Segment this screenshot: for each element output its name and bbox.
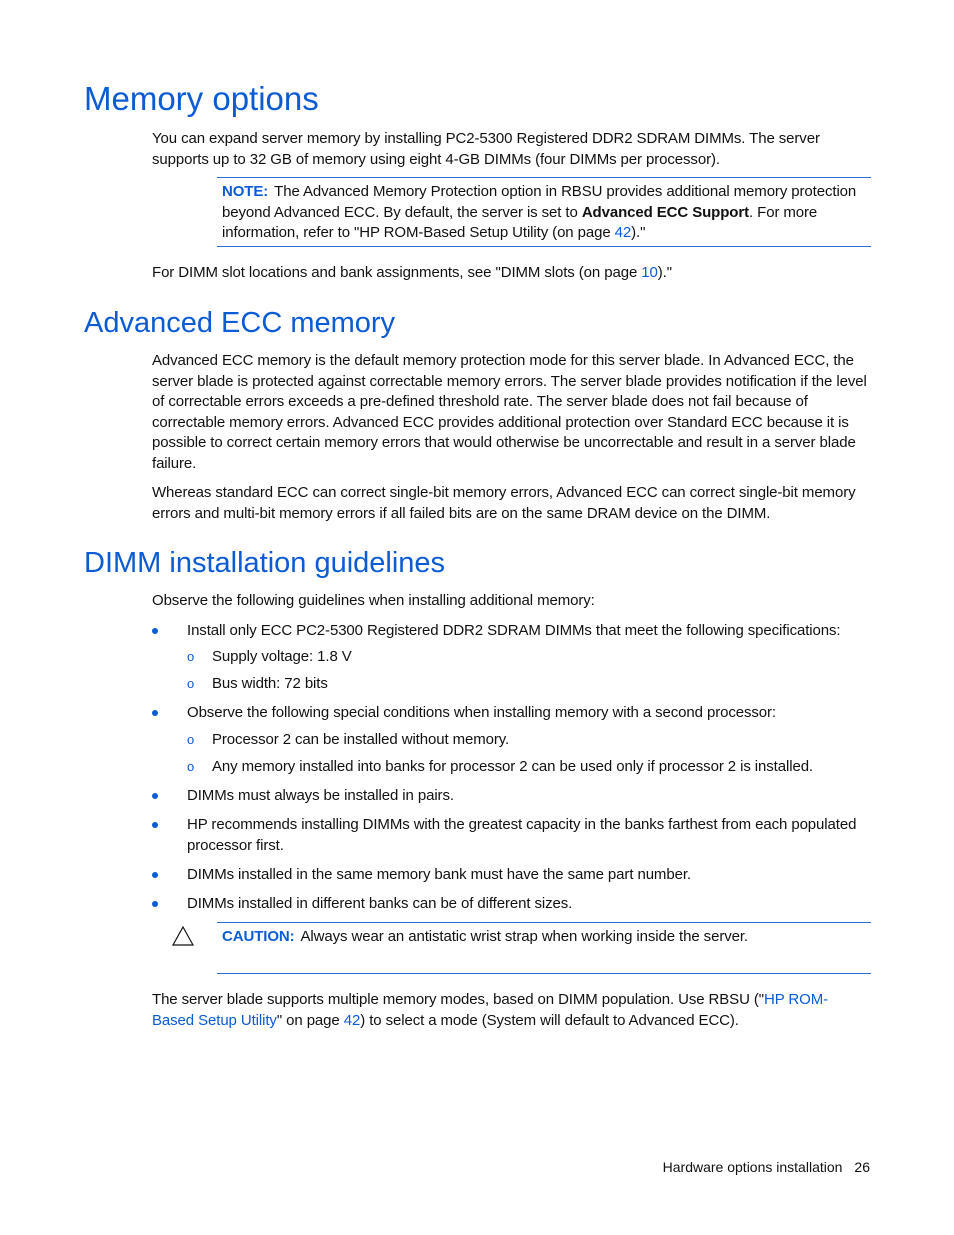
section-heading-dimm-guidelines: DIMM installation guidelines — [84, 547, 446, 579]
circle-outline-icon: o — [187, 649, 195, 664]
footer-section-title: Hardware options installation — [662, 1159, 843, 1175]
footer-page-number: 26 — [854, 1159, 870, 1175]
note-box — [217, 177, 871, 247]
caution-box — [217, 922, 871, 974]
note-text-after: . For more information, refer to "HP ROM-Based Setup Utility (on page — [222, 203, 818, 242]
bullet-dot-icon — [152, 710, 158, 716]
note-label: NOTE: — [222, 183, 269, 200]
memory-intro: You can expand server memory by installing PC2-5300 Registered DDR2 SDRAM DIMMs. The server supports up to 32 GB of memory using eight 4-GB DIMMs (four DIMMs per processor). — [152, 130, 820, 168]
note-bold-setting: Advanced ECC Support — [581, 203, 749, 221]
note-page-link[interactable]: 42 — [614, 224, 632, 242]
circle-outline-icon: o — [187, 676, 195, 691]
bullet-dot-icon — [152, 628, 158, 634]
sub-list-item-text: Processor 2 can be installed without memory. — [212, 731, 510, 748]
dimm-slots-text-end: )." — [657, 264, 672, 281]
list-item-text: DIMMs installed in the same memory bank must have the same part number. — [187, 866, 691, 883]
bullet-dot-icon — [152, 822, 158, 828]
list-item-text: DIMMs installed in different banks can be of different sizes. — [187, 895, 573, 912]
memory-modes-paragraph — [152, 990, 870, 1031]
bullet-dot-icon — [152, 793, 158, 799]
bullet-dot-icon — [152, 901, 158, 907]
list-item-text: DIMMs must always be installed in pairs. — [187, 787, 454, 804]
note-text-end: )." — [631, 224, 646, 242]
circle-outline-icon: o — [187, 732, 195, 747]
sub-list-item-text: Any memory installed into banks for processor 2 can be used only if processor 2 is installed. — [212, 758, 813, 775]
page-footer — [560, 1158, 870, 1176]
dimm-slots-text: For DIMM slot locations and bank assignments, see "DIMM slots (on page — [152, 264, 642, 281]
memory-modes-text: The server blade supports multiple memory modes, based on DIMM population. Use RBSU (" — [152, 991, 764, 1008]
advanced-ecc-paragraph-2: Whereas standard ECC can correct single-bit memory errors, Advanced ECC can correct single-bit memory errors and multi-bit memory errors if all failed bits are on the same DRAM device on the DIMM. — [152, 484, 856, 522]
bullet-dot-icon — [152, 872, 158, 878]
section-heading-advanced-ecc: Advanced ECC memory — [84, 307, 396, 339]
note-text-before: The Advanced Memory Protection option in RBSU provides additional memory protection beyond Advanced ECC. By default, the server is set to — [222, 183, 857, 221]
caution-text — [222, 927, 862, 948]
caution-label: CAUTION: — [222, 928, 295, 945]
sub-list-item-text: Bus width: 72 bits — [212, 675, 328, 692]
page-title: Memory options — [84, 80, 319, 117]
list-item-text: HP recommends installing DIMMs with the greatest capacity in the banks farthest from each populated processor first. — [187, 816, 857, 854]
rbsu-page-link[interactable]: 42 — [343, 1011, 361, 1029]
note-text — [222, 182, 862, 244]
rbsu-link[interactable]: HP ROM-Based Setup Utility — [152, 991, 829, 1029]
caution-triangle-icon — [172, 926, 194, 951]
circle-outline-icon: o — [187, 759, 195, 774]
memory-modes-text-end: ) to select a mode (System will default to Advanced ECC). — [360, 1011, 739, 1029]
guidelines-intro: Observe the following guidelines when installing additional memory: — [152, 592, 595, 609]
list-item-text: Observe the following special conditions when installing memory with a second processor: — [187, 704, 776, 721]
dimm-slots-reference — [152, 263, 870, 284]
dimm-slots-page-link[interactable]: 10 — [641, 264, 658, 281]
sub-list-item-text: Supply voltage: 1.8 V — [212, 648, 352, 665]
memory-modes-text-mid: " on page — [276, 1011, 344, 1029]
list-item-text: Install only ECC PC2-5300 Registered DDR2 SDRAM DIMMs that meet the following specifications: — [187, 622, 841, 639]
advanced-ecc-paragraph-1: Advanced ECC memory is the default memory protection mode for this server blade. In Advanced ECC, the server blade is protected against correctable memory errors. The server blade provides notification if the level of correctable errors exceeds a pre-defined threshold rate. The server blade does not fail because of correctable memory errors. Advanced ECC provides additional protection over Standard ECC because it is possible to correct certain memory errors that would otherwise be uncorrectable and result in a server blade failure. — [152, 352, 867, 472]
caution-message: Always wear an antistatic wrist strap when working inside the server. — [300, 928, 748, 945]
